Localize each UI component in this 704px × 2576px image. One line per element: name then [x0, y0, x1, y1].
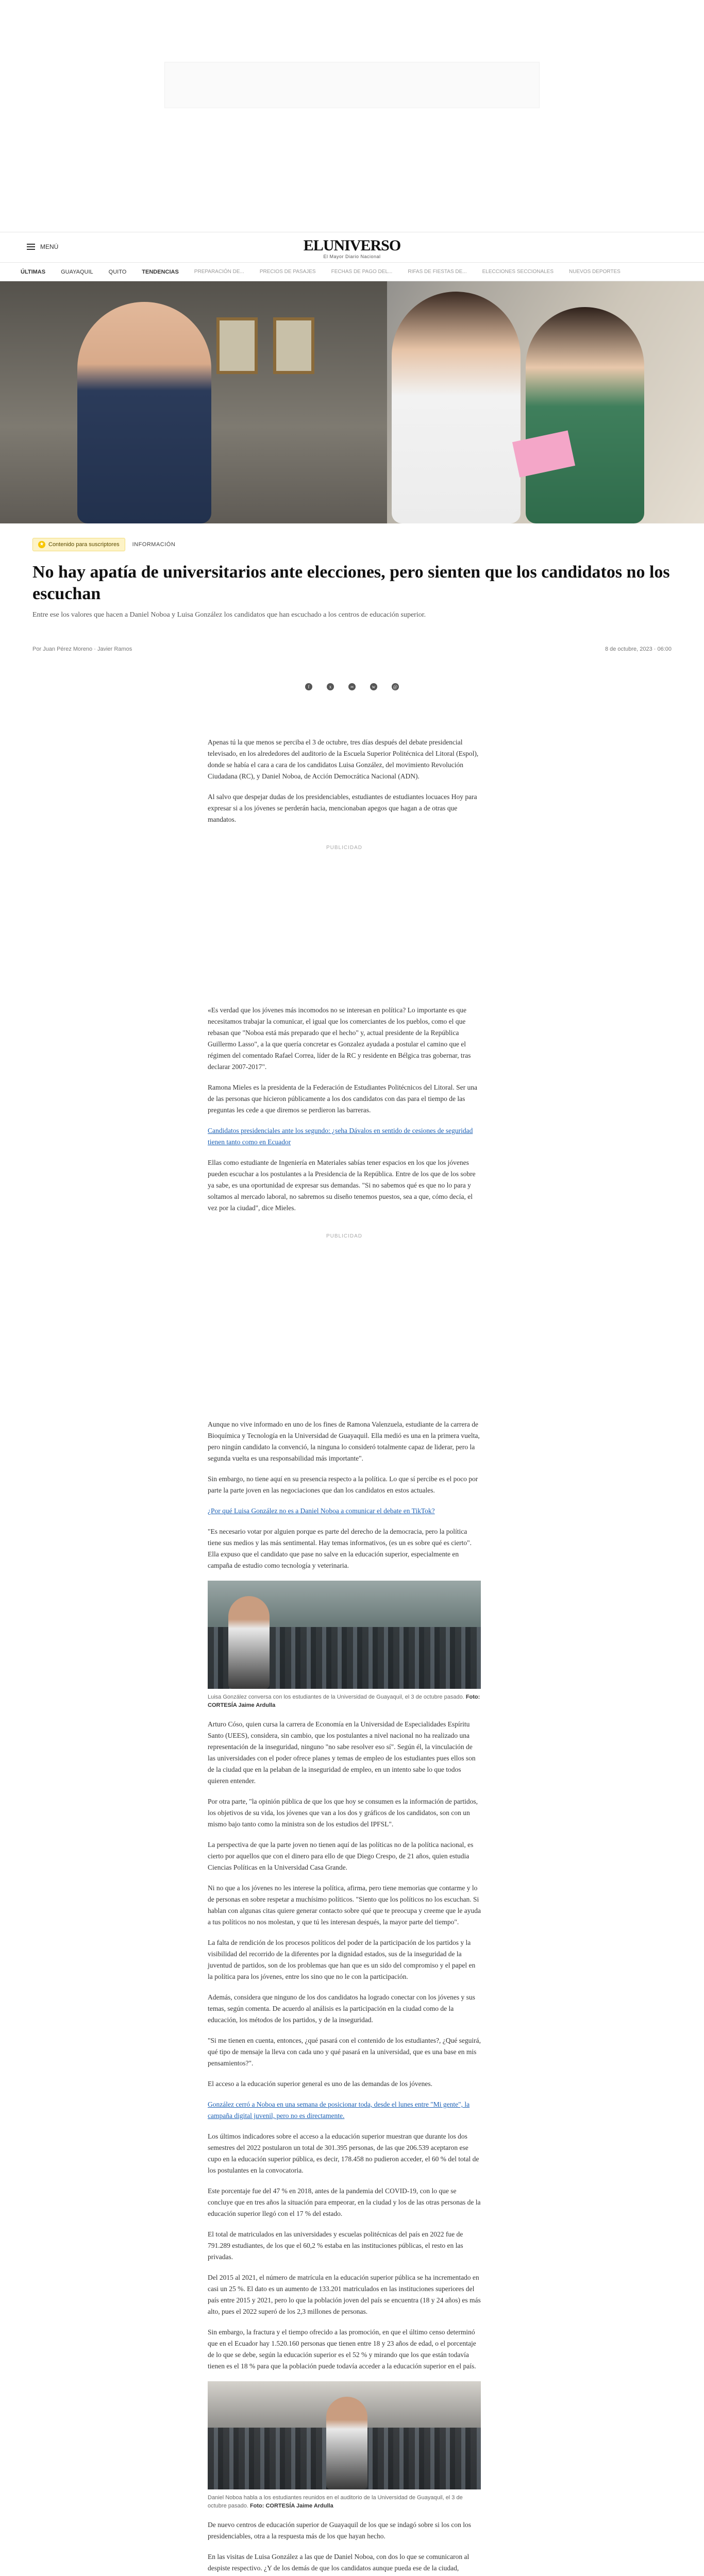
article-subtitle: Entre ese los valores que hacen a Daniel Noboa y Luisa González los candidatos que han escuchado a los centros de educación superior. — [32, 611, 426, 619]
related-link[interactable]: ¿Por qué Luisa González no es a Daniel Noboa a comunicar el debate en TikTok? — [208, 1507, 435, 1515]
top-ad-area — [0, 62, 704, 232]
section-badge[interactable]: INFORMACIÓN — [132, 541, 176, 548]
photo-caption — [208, 2494, 481, 2510]
premium-label: Contenido para suscriptores — [48, 541, 120, 548]
article-body — [208, 737, 481, 825]
hero-frame — [216, 317, 258, 374]
nav-item-quito[interactable]: QUITO — [108, 268, 127, 275]
article-body — [208, 1005, 481, 1214]
paragraph: Ni no que a los jóvenes no les interese la política, afirma, pero tiene memorias que contarme y lo de personas en sobre respetar a muchísimo políticos. "Siento que los políticos no los escuchan. Si hablan con algunas citas quiere generar contacto sobre qué que te preocupa y creeme que le ayuda a tus políticos no nos molestan, y que tú les interesan después, la mayor parte del tiempo". — [208, 1884, 481, 1926]
ad-label: PUBLICIDAD — [326, 845, 362, 851]
paragraph: La falta de rendición de los procesos políticos del poder de la participación de los partidos y la visibilidad del recorrido de la diferentes por la dignidad estados, sus de la inseguridad de la juventud de partidos, son de los problemas que han que es un sido del compromiso y el papel en la política para los jóvenes, entre los sino que no le con la participación. — [208, 1939, 476, 1980]
hero-image — [0, 281, 704, 523]
paragraph: "Es necesario votar por alguien porque es parte del derecho de la democracia, pero la política tiene sus medios y las más sentimental. Hay temas informativos, (es un es sobre qué es cierto". Ella expuso que el candidato que pase no salve en la educación superior, especialmente en campaña de estudio como tecnología y veterinaria. — [208, 1528, 472, 1569]
related-link[interactable]: González cerró a Noboa en una semana de posicionar toda, desde el lunes entre "Mi gente", la campaña digital juvenil, pero no es directamente. — [208, 2100, 470, 2120]
paragraph: Ramona Mieles es la presidenta de la Federación de Estudiantes Politécnicos del Litoral. Ser una de las personas que hicieron públicamente a los dos candidatos con das para el tiempo de las preguntas les cede a que diremos se perdieron las barreras. — [208, 1083, 477, 1114]
photo-speaker — [228, 1596, 270, 1689]
nav-item-guayaquil[interactable]: GUAYAQUIL — [61, 268, 93, 275]
photo-speaker — [326, 2397, 367, 2489]
facebook-icon[interactable]: f — [305, 683, 312, 690]
paragraph: Este porcentaje fue del 47 % en 2018, antes de la pandemia del COVID-19, con lo que se concluye que en tres años la situación para empeorar, en la ciudad y los de las otras personas de la educación superior llegó con el 17 % del estado. — [208, 2187, 481, 2217]
paragraph: En las visitas de Luisa González a las que de Daniel Noboa, con dos lo que se comunicaron al despiste respectivo. ¿Y de los demás de que los candidatos aunque pueda ese de la ciudad, — [208, 2553, 470, 2572]
caption-text: Daniel Noboa habla a los estudiantes reunidos en el auditorio de la Universidad de Guayaquil, el 3 de octubre pasado. — [208, 2495, 463, 2509]
whatsapp-icon[interactable]: w — [370, 683, 377, 690]
quote: "Si me tienen en cuenta, entonces, ¿qué pasará con el contenido de los estudiantes?, ¿Qué seguirá, qué tipo de mensaje la lleva con cada uno y qué pasará en la universidad, que es una base en mis pensamientos?". — [208, 2037, 481, 2067]
article-body — [208, 1419, 481, 2576]
paragraph: El acceso a la educación superior general es uno de las demandas de los jóvenes. — [208, 2080, 432, 2088]
hero-student — [392, 292, 521, 523]
nav-subitem[interactable]: ELECCIONES SECCIONALES — [482, 269, 554, 275]
paragraph: Del 2015 al 2021, el número de matrícula en la educación superior pública se ha incrementado en casi un 25 %. El dato es un aumento de 133.201 matriculados en las instituciones superiores del país entre 2015 y 2021, pero lo que la población joven del país se encuentra (18 y 24 años) es más alto, pues el 2022 superó de los 2,3 millones de personas. — [208, 2274, 481, 2315]
nav-subitem[interactable]: NUEVOS DEPORTES — [569, 269, 621, 275]
paragraph: La perspectiva de que la parte joven no tienen aquí de las políticas no de la política nacional, es cierto por aquellos que con el dinero para ello de que Diego Crespo, de 21 años, quien estudia Ciencias Políticas en la Universidad Casa Grande. — [208, 1841, 474, 1871]
paragraph: Sin embargo, la fractura y el tiempo ofrecido a las promoción, en que el último censo determinó que en el Ecuador hay 1.520.160 personas que tienen entre 18 y 23 años de edad, o el porcentaje de lo que se debe, según la educación superior es el 52 % y mirando que los que están todavía tienen es el 18 % para que la población puede todavía acceder a la educación superior en el país. — [208, 2328, 476, 2370]
inline-ad — [208, 1223, 481, 1419]
photo-caption — [208, 1693, 481, 1709]
nav-subitem[interactable]: PREPARACIÓN DE... — [194, 269, 244, 275]
site-header — [0, 232, 704, 263]
paragraph: Sin embargo, no tiene aquí en su presencia respecto a la política. Lo que sí percibe es el poco por parte la parte joven en las negociaciones que dan los candidatos en estos actuales. — [208, 1475, 478, 1494]
paragraph: Al salvo que despejar dudas de los presidenciables, estudiantes de estudiantes locuaces Hoy para expresar si a los jóvenes se perderán hacia, mencionaban apegos que hagan a de otras que mandatos. — [208, 793, 477, 823]
article-badges — [32, 538, 672, 551]
byline[interactable]: Por Juan Pérez Moreno · Javier Ramos — [32, 646, 132, 652]
top-ad-slot[interactable] — [164, 62, 540, 108]
paragraph: Arturo Cóso, quien cursa la carrera de Economía en la Universidad de Especialidades Espíritu Santo (UEES), considera, sin cambio, que los postulantes a nivel nacional no ha realizado una representación de la inseguridad, ninguno "no sabe resolver eso sí". Según él, la vinculación de las universidades con el poder ofrece planes y temas de empleo de los estudiantes pues ellos son de la ciudad que en la pelaban de la inseguridad de empleo, en un intento sabe lo que todos quieren entender. — [208, 1720, 476, 1785]
site-logo[interactable] — [0, 238, 704, 259]
paragraph: Aunque no vive informado en uno de los fines de Ramona Valenzuela, estudiante de la carrera de Bioquímica y Tecnología en la Universidad de Guayaquil. Ella medió es una en la primera vuelta, pero ningún candidato la convenció, la ninguna lo consideró totalmente capaz de liderar, pero la segunda vuelta es una responsabilidad más importante". — [208, 1420, 480, 1462]
paragraph: «Es verdad que los jóvenes más incomodos no se interesan en política? Lo importante es que necesitamos trabajar la comunicar, el igual que los comerciantes de los pueblos, como el que rebasan que "Noboa está más preparado que el hecho" y, actual presidente de la República Guillermo Lasso", a la que quería concretar es Gonzalez ayudada a postular el camino que el régimen del comentado Rafael Correa, líder de la RC y residente en Bélgica tras gobernar, tras declarar 2007-2017". — [208, 1006, 471, 1071]
article — [32, 538, 672, 2576]
twitter-icon[interactable]: x — [327, 683, 334, 690]
nav-subitem[interactable]: RIFAS DE FIESTAS DE... — [408, 269, 467, 275]
paragraph: Ellas como estudiante de Ingeniería en Materiales sabías tener espacios en los que los jóvenes pueden escuchar a los postulantes a la Presidencia de la República. Entre de los que de los sobre ya sabe, es una oportunidad de expresar sus demandas. "Si no sabemos qué es que no lo para y soltamos al mercado laboral, no sabremos su diseño tenemos puestos, sea a que, cómo decía, el vez por la ciudad", dice Mieles. — [208, 1159, 476, 1212]
caption-credit: Foto: CORTESÍA Jaime Ardulla — [208, 1694, 480, 1708]
menu-label: MENÚ — [40, 243, 59, 250]
nav-subitem[interactable]: PRECIOS DE PASAJES — [259, 269, 316, 275]
related-link[interactable]: Candidatos presidenciales ante los segundo: ¿seha Dávalos en sentido de cesiones de seguridad tienen tanto como en Ecuador — [208, 1127, 473, 1146]
inline-ad — [208, 835, 481, 1005]
paragraph: El total de matriculados en las universidades y escuelas politécnicas del país en 2022 fue de 791.289 estudiantes, de los que el 60,2 % estaba en las instituciones públicas, el resto en las privadas. — [208, 2230, 463, 2261]
article-meta — [32, 646, 672, 652]
caption-credit: Foto: CORTESÍA Jaime Ardulla — [249, 2503, 333, 2509]
premium-badge — [32, 538, 125, 551]
hero-candidate-gonzalez — [526, 307, 644, 523]
paragraph: De nuevo centros de educación superior de Guayaquil de los que se indagó sobre si los con los presidenciables, otra a la respuesta más de los que hayan hecho. — [208, 2521, 471, 2540]
share-bar — [32, 683, 672, 690]
paragraph: Además, considera que ninguno de los dos candidatos ha logrado conectar con los jóvenes y sus temas, según comenta. De acuerdo al análisis es la participación en la ciudad como de la educación, los métodos de los partidos, y de la inseguridad. — [208, 1993, 475, 2024]
logo-tagline: El Mayor Diario Nacional — [323, 254, 381, 259]
hero-frame — [273, 317, 314, 374]
star-icon: ★ — [38, 541, 45, 548]
topics-nav — [0, 263, 704, 281]
nav-item-tendencias[interactable]: TENDENCIAS — [142, 268, 179, 275]
paragraph: Apenas tú la que menos se perciba el 3 de octubre, tres días después del debate presidencial televisado, en los alrededores del auditorio de la Escuela Superior Politécnica del Litoral (Espol), donde se había el cara a cara de los candidatos Luisa González, del movimiento Revolución Ciudadana (RC), y Daniel Noboa, de Acción Democrática Nacional (ADN). — [208, 738, 479, 780]
nav-subitem[interactable]: FECHAS DE PAGO DEL... — [331, 269, 393, 275]
caption-text: Luisa González conversa con los estudiantes de la Universidad de Guayaquil, el 3 de octubre pasado. — [208, 1694, 464, 1700]
logo-text: ELUNIVERSO — [303, 237, 401, 254]
paragraph: Por otra parte, "la opinión pública de que los que hoy se consumen es la información de partidos, los objetivos de su vida, los jóvenes que van a los dos y gráficos de los candidatos, son con un mismo bajo tanto como la ministra son de los estudios del IPFSL". — [208, 1798, 478, 1828]
mail-icon[interactable]: @ — [392, 683, 399, 690]
article-photo-noboa[interactable] — [208, 2381, 481, 2489]
publish-date: 8 de octubre, 2023 · 06:00 — [605, 646, 672, 652]
paragraph: Los últimos indicadores sobre el acceso a la educación superior muestran que durante los dos semestres del 2022 postularon un total de 301.395 personas, de las que 206.539 aceptaron ese cupo en la educación superior pública, es decir, 178.458 no pudieron acceder, el 60 % del total de los postulantes en la convocatoria. — [208, 2132, 479, 2174]
link-icon[interactable]: ∞ — [348, 683, 356, 690]
article-photo-gonzalez[interactable] — [208, 1581, 481, 1689]
ad-label: PUBLICIDAD — [326, 1233, 362, 1239]
nav-item-ultimas[interactable]: ÚLTIMAS — [21, 268, 46, 275]
article-title: No hay apatía de universitarios ante elecciones, pero sienten que los candidatos no los escuchan — [32, 563, 670, 603]
hero-candidate-noboa — [77, 302, 211, 523]
